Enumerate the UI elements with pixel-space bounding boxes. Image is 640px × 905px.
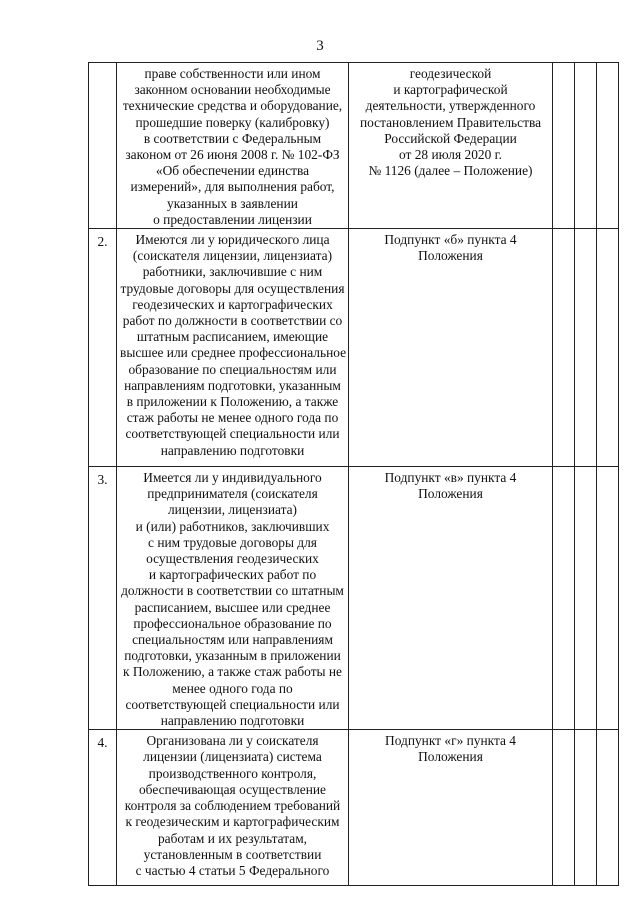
question-cell bbox=[117, 229, 349, 467]
row-number: 4. bbox=[89, 730, 117, 886]
reference-line: деятельности, утвержденного bbox=[365, 98, 536, 114]
answer-cell-na[interactable] bbox=[597, 730, 619, 886]
question-cell bbox=[117, 467, 349, 730]
question-line: соответствующей специальности или bbox=[125, 426, 340, 442]
reference-line: постановлением Правительства bbox=[359, 114, 542, 130]
question-line: и (или) работников, заключивших bbox=[135, 518, 330, 534]
question-line: праве собственности или ином bbox=[144, 66, 321, 81]
question-line: лицензии (лицензиата) система bbox=[143, 749, 322, 765]
reference-cell bbox=[349, 229, 553, 467]
answer-cell-na[interactable] bbox=[597, 467, 619, 730]
question-line: направлению подготовки bbox=[160, 713, 305, 729]
question-line: (соискателя лицензии, лицензиата) bbox=[132, 248, 333, 264]
question-line: в приложении к Положению, а также bbox=[126, 394, 339, 410]
question-line: образование по специальностям или bbox=[128, 361, 337, 377]
question-line: высшее или среднее профессиональное bbox=[120, 345, 347, 361]
question-line: менее одного года по bbox=[172, 680, 293, 696]
answer-cell-yes[interactable] bbox=[553, 229, 575, 467]
row-number bbox=[89, 63, 117, 229]
checklist-table bbox=[88, 62, 619, 886]
question-cell bbox=[117, 63, 349, 229]
question-line: работники, заключившие с ним bbox=[142, 264, 323, 280]
reference-line: Подпункт «г» пункта 4 bbox=[385, 733, 516, 749]
reference-line: от 28 июля 2020 г. bbox=[399, 147, 502, 163]
reference-line: Положения bbox=[418, 749, 483, 765]
answer-cell-no[interactable] bbox=[575, 229, 597, 467]
table-row bbox=[89, 730, 619, 886]
question-line: расписанием, высшее или среднее bbox=[134, 599, 331, 615]
question-line: геодезических и картографических bbox=[132, 296, 333, 312]
reference-line: Подпункт «в» пункта 4 bbox=[384, 470, 517, 486]
answer-cell-no[interactable] bbox=[575, 63, 597, 229]
question-line: указанных в заявлении bbox=[167, 195, 298, 211]
question-line: к геодезическим и картографическим bbox=[125, 814, 340, 830]
question-line: «Об обеспечении единства bbox=[155, 163, 310, 179]
question-line: направлениям подготовки, указанным bbox=[124, 377, 341, 393]
row-number: 2. bbox=[89, 229, 117, 467]
question-line: и картографических работ по bbox=[148, 567, 317, 583]
page-number: 3 bbox=[316, 38, 324, 54]
reference-cell bbox=[349, 730, 553, 886]
question-line: предпринимателя (соискателя bbox=[147, 486, 318, 502]
table-row bbox=[89, 63, 619, 229]
question-line: обеспечивающая осуществление bbox=[138, 781, 326, 797]
row-number: 3. bbox=[89, 467, 117, 730]
answer-cell-yes[interactable] bbox=[553, 467, 575, 730]
reference-line: Положения bbox=[418, 248, 483, 264]
question-line: штатным расписанием, имеющие bbox=[136, 329, 329, 345]
question-line: контроля за соблюдением требований bbox=[124, 798, 341, 814]
reference-cell bbox=[349, 63, 553, 229]
question-line: измерений», для выполнения работ, bbox=[130, 179, 335, 195]
question-line: осуществления геодезических bbox=[146, 551, 319, 567]
answer-cell-yes[interactable] bbox=[553, 63, 575, 229]
question-line: к Положению, а также стаж работы не bbox=[122, 664, 343, 680]
question-line: Организована ли у соискателя bbox=[146, 733, 319, 749]
answer-cell-yes[interactable] bbox=[553, 730, 575, 886]
checklist-body bbox=[89, 63, 619, 886]
reference-line: геодезической bbox=[409, 66, 492, 81]
question-line: профессиональное образование по bbox=[133, 615, 332, 631]
question-line: должности в соответствии со штатным bbox=[121, 583, 344, 599]
question-line: лицензии, лицензиата) bbox=[167, 502, 298, 518]
question-line: технические средства и оборудование, bbox=[122, 98, 343, 114]
question-line: производственного контроля, bbox=[148, 765, 317, 781]
question-line: прошедшие поверку (калибровку) bbox=[135, 114, 330, 130]
answer-cell-no[interactable] bbox=[575, 467, 597, 730]
question-line: работ по должности в соответствии со bbox=[122, 313, 343, 329]
question-line: законом от 26 июня 2008 г. № 102-ФЗ bbox=[125, 147, 340, 163]
question-line: специальностям или направлениям bbox=[132, 632, 333, 648]
table-row bbox=[89, 467, 619, 730]
question-line: Имеются ли у юридического лица bbox=[135, 232, 330, 248]
question-line: в соответствии с Федеральным bbox=[143, 130, 322, 146]
question-line: с ним трудовые договоры для bbox=[148, 534, 317, 550]
question-line: о предоставлении лицензии bbox=[153, 211, 312, 227]
answer-cell-no[interactable] bbox=[575, 730, 597, 886]
question-line: с частью 4 статьи 5 Федерального bbox=[135, 862, 330, 878]
question-line: трудовые договоры для осуществления bbox=[120, 280, 345, 296]
question-line: Имеется ли у индивидуального bbox=[143, 470, 322, 486]
reference-line: Подпункт «б» пункта 4 bbox=[384, 232, 517, 248]
question-line: законном основании необходимые bbox=[134, 82, 331, 98]
answer-cell-na[interactable] bbox=[597, 63, 619, 229]
reference-line: № 1126 (далее – Положение) bbox=[368, 163, 533, 179]
question-line: работам и их результатам, bbox=[157, 830, 308, 846]
reference-line: и картографической bbox=[393, 82, 508, 98]
question-line: стаж работы не менее одного года по bbox=[126, 410, 339, 426]
answer-cell-na[interactable] bbox=[597, 229, 619, 467]
question-line: соответствующей специальности или bbox=[125, 696, 340, 712]
reference-cell bbox=[349, 467, 553, 730]
reference-line: Положения bbox=[418, 486, 483, 502]
reference-line: Российской Федерации bbox=[384, 130, 517, 146]
question-line: подготовки, указанным в приложении bbox=[124, 648, 341, 664]
table-row bbox=[89, 229, 619, 467]
question-line: направлению подготовки bbox=[160, 442, 305, 458]
question-line: установленным в соответствии bbox=[143, 846, 322, 862]
question-cell bbox=[117, 730, 349, 886]
